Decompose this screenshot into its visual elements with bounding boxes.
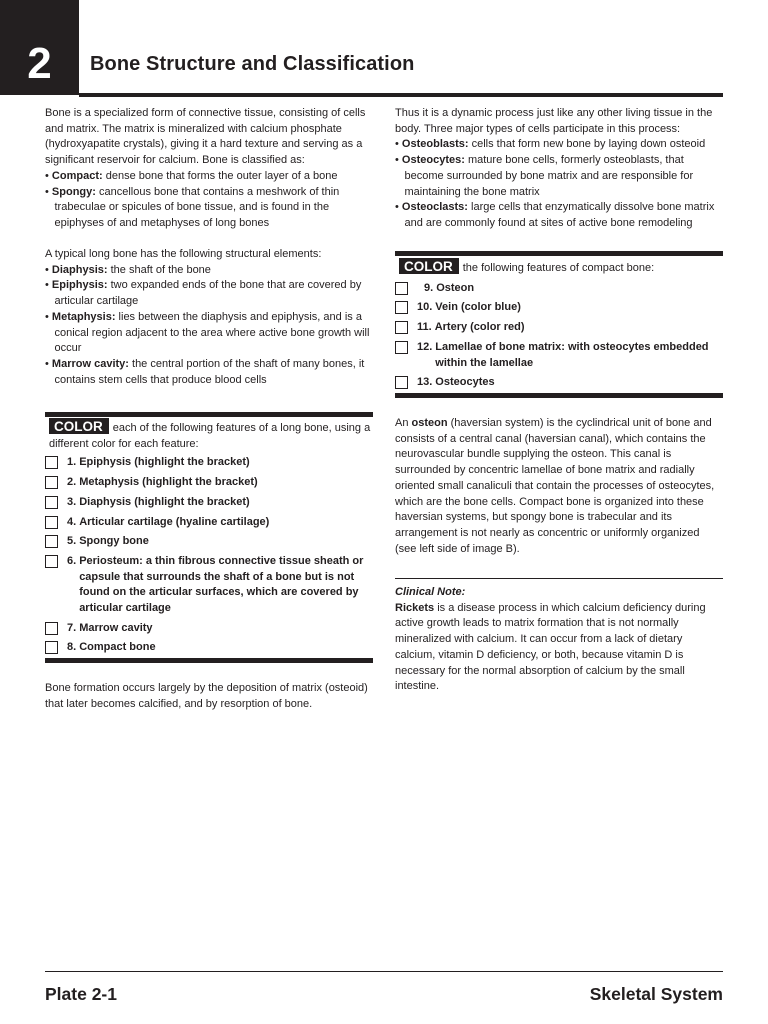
color-box-long-bone <box>45 418 373 656</box>
osteon-text-before: An <box>395 417 412 429</box>
item-number: 3. <box>67 495 77 508</box>
color-box-bottom-rule <box>395 393 723 398</box>
clinical-term: Rickets <box>395 601 435 614</box>
bullet-marrow-cavity: • Marrow cavity: the central portion of the shaft of many bones, it contains stem cells that produce blood cells <box>45 357 365 386</box>
bullet-compact: • Compact: dense bone that forms the outer layer of a bone <box>45 169 338 182</box>
checkbox[interactable] <box>45 456 58 469</box>
item-number: 9. <box>424 281 434 294</box>
checklist-item <box>45 554 373 617</box>
item-number: 11. <box>417 321 432 334</box>
item-label: Osteon <box>436 281 475 294</box>
page-title: Bone Structure and Classification <box>90 53 415 75</box>
item-number: 13. <box>417 376 433 389</box>
bullet-term: Metaphysis: <box>51 310 116 323</box>
checklist-item <box>395 281 723 297</box>
osteon-text-after: (haversian system) is the cyclindrical unit of bone and consists of a central canal (haversian canal), which contains the neurovascular bundle supplying the osteon. This canal is surrounded by concentric lamellae of bone matrix and radially oriented small canaliculi that contain the processes of osteocytes, which are the bone cells. Compact bone is organized into these haversian systems, but spongy bone is trabecular and its arrangement is not nearly as concentric or uniformly organized (see left side of image B). <box>395 417 715 555</box>
section-name: Skeletal System <box>589 984 723 1004</box>
item-number: 10. <box>417 301 433 314</box>
item-label: Metaphysis (highlight the bracket) <box>79 476 258 489</box>
structure-section <box>45 247 373 388</box>
bullet-text: dense bone that forms the outer layer of a bone <box>102 169 338 182</box>
checklist-item <box>395 375 723 391</box>
bullet-term: Osteoblasts: <box>401 138 469 151</box>
footer-rule <box>45 971 723 972</box>
osteon-section <box>395 416 723 557</box>
bullet-text: the shaft of the bone <box>107 263 211 276</box>
chapter-number: 2 <box>0 0 79 95</box>
checklist-item <box>45 534 373 550</box>
bullet-osteoclasts: • Osteoclasts: large cells that enzymatically dissolve bone matrix and are commonly found at sites of active bone remodeling <box>395 201 715 229</box>
item-number: 6. <box>67 554 77 567</box>
color-box-top-rule <box>45 412 373 417</box>
item-label: Epiphysis (highlight the bracket) <box>79 456 250 469</box>
item-label: Periosteum: a thin fibrous connective tissue sheath or capsule that surrounds the shaft of a bone but is not found on the articular surfaces, which are covered by articular cartilage <box>79 554 364 615</box>
checklist-item <box>45 640 373 656</box>
item-label: Marrow cavity <box>79 621 153 634</box>
bullet-text: lies between the diaphysis and epiphysis, and is a conical region adjacent to the area where active bone growth will occur <box>54 310 370 355</box>
item-number: 12. <box>417 340 433 353</box>
cells-text: Thus it is a dynamic process just like any other living tissue in the body. Three major types of cells participate in this process: <box>395 107 713 135</box>
bullet-term: Diaphysis: <box>51 263 108 276</box>
item-number: 2. <box>67 476 77 489</box>
checkbox[interactable] <box>395 376 408 389</box>
checklist-item <box>45 455 373 471</box>
intro-section <box>45 106 373 232</box>
plate-number: Plate 2-1 <box>45 984 117 1004</box>
checkbox[interactable] <box>45 641 58 654</box>
color-instruction: the following features of compact bone: <box>462 262 655 274</box>
color-badge: COLOR <box>49 418 109 434</box>
color-badge: COLOR <box>399 258 459 274</box>
checkbox[interactable] <box>45 555 58 568</box>
formation-text: Bone formation occurs largely by the deposition of matrix (osteoid) that later becomes calcified, and by resorption of bone. <box>45 682 368 710</box>
cells-section <box>395 106 723 232</box>
item-label: Vein (color blue) <box>435 301 521 314</box>
bullet-term: Marrow cavity: <box>51 357 129 370</box>
item-number: 7. <box>67 621 77 634</box>
color-box-compact-bone <box>395 258 723 391</box>
bullet-text: mature bone cells, formerly osteoblasts, that become surrounded by bone matrix and are responsible for maintaining the bone matrix <box>404 154 694 198</box>
clinical-note-rule <box>395 578 723 579</box>
item-number: 1. <box>67 456 77 469</box>
item-number: 5. <box>67 535 77 548</box>
bullet-text: the central portion of the shaft of many bones, it contains stem cells that produce blood cells <box>54 357 365 386</box>
structure-text: A typical long bone has the following structural elements: <box>45 248 322 260</box>
item-label: Compact bone <box>79 641 156 654</box>
checklist-item <box>395 320 723 336</box>
item-number: 4. <box>67 515 77 528</box>
osteon-term: osteon <box>411 417 448 429</box>
checkbox[interactable] <box>45 516 58 529</box>
bullet-spongy: • Spongy: cancellous bone that contains a meshwork of thin trabeculae or spicules of bone tissue, and is found in the epiphyses of and metaphyses of long bones <box>45 185 340 229</box>
checkbox[interactable] <box>45 535 58 548</box>
clinical-text: is a disease process in which calcium deficiency during active growth leads to matrix formation that is not normally mineralized with calcium. It can occur from a lack of dietary calcium, vitamin D deficiency, or both, because vitamin D is necessary for the normal absorption of calcium by the small intestine. <box>395 601 706 693</box>
checklist-item <box>45 495 373 511</box>
checkbox[interactable] <box>45 496 58 509</box>
bullet-term: Osteocytes: <box>401 154 465 167</box>
formation-section <box>45 681 373 712</box>
item-label: Lamellae of bone matrix: with osteocytes embedded within the lamellae <box>435 340 709 369</box>
item-label: Osteocytes <box>435 376 495 389</box>
bullet-diaphysis: • Diaphysis: the shaft of the bone <box>45 263 211 276</box>
checklist-item <box>395 340 723 371</box>
item-label: Diaphysis (highlight the bracket) <box>79 495 250 508</box>
checkbox[interactable] <box>45 476 58 489</box>
item-label: Artery (color red) <box>434 321 525 334</box>
bullet-text: cells that form new bone by laying down osteoid <box>468 138 706 151</box>
bullet-epiphysis: • Epiphysis: two expanded ends of the bone that are covered by articular cartilage <box>45 279 362 308</box>
checklist-item <box>45 621 373 637</box>
checkbox[interactable] <box>395 341 408 354</box>
color-instruction: each of the following features of a long bone, using a different color for each feature: <box>49 422 371 450</box>
bullet-term: Osteoclasts: <box>401 201 468 214</box>
color-box-bottom-rule <box>45 658 373 663</box>
clinical-note <box>395 585 723 695</box>
clinical-note-text <box>395 601 723 695</box>
item-label: Spongy bone <box>79 535 149 548</box>
checklist-item <box>395 300 723 316</box>
bullet-term: Spongy: <box>51 185 96 198</box>
bullet-text: large cells that enzymatically dissolve bone matrix and are commonly found at sites of active bone remodeling <box>404 201 715 229</box>
checkbox[interactable] <box>395 301 408 314</box>
bullet-text: cancellous bone that contains a meshwork of thin trabeculae or spicules of bone tissue, and is found in the epiphyses of and metaphyses of long bones <box>54 185 340 229</box>
intro-text: Bone is a specialized form of connective tissue, consisting of cells and matrix. The matrix is mineralized with calcium phosphate (hydroxyapatite crystals), giving it a hard texture and serving as a significant reservoir for calcium. Bone is classified as: <box>45 107 366 167</box>
item-label: Articular cartilage (hyaline cartilage) <box>79 515 270 528</box>
osteon-text <box>395 416 723 557</box>
bullet-osteoblasts: • Osteoblasts: cells that form new bone by laying down osteoid <box>395 138 706 151</box>
checkbox[interactable] <box>395 282 408 295</box>
checkbox[interactable] <box>45 622 58 635</box>
bullet-metaphysis: • Metaphysis: lies between the diaphysis and epiphysis, and is a conical region adjacent to the area where active bone growth will occur <box>45 310 370 355</box>
bullet-term: Epiphysis: <box>51 279 108 292</box>
bullet-term: Compact: <box>51 169 103 182</box>
checkbox[interactable] <box>395 321 408 334</box>
item-number: 8. <box>67 641 77 654</box>
bullet-text: two expanded ends of the bone that are covered by articular cartilage <box>54 279 362 308</box>
header-rule <box>79 93 723 97</box>
bullet-osteocytes: • Osteocytes: mature bone cells, formerly osteoblasts, that become surrounded by bone matrix and are responsible for maintaining the bone matrix <box>395 154 694 198</box>
checklist-item <box>45 475 373 491</box>
clinical-note-heading: Clinical Note: <box>395 586 466 598</box>
checklist-item <box>45 515 373 531</box>
color-box-top-rule <box>395 251 723 256</box>
